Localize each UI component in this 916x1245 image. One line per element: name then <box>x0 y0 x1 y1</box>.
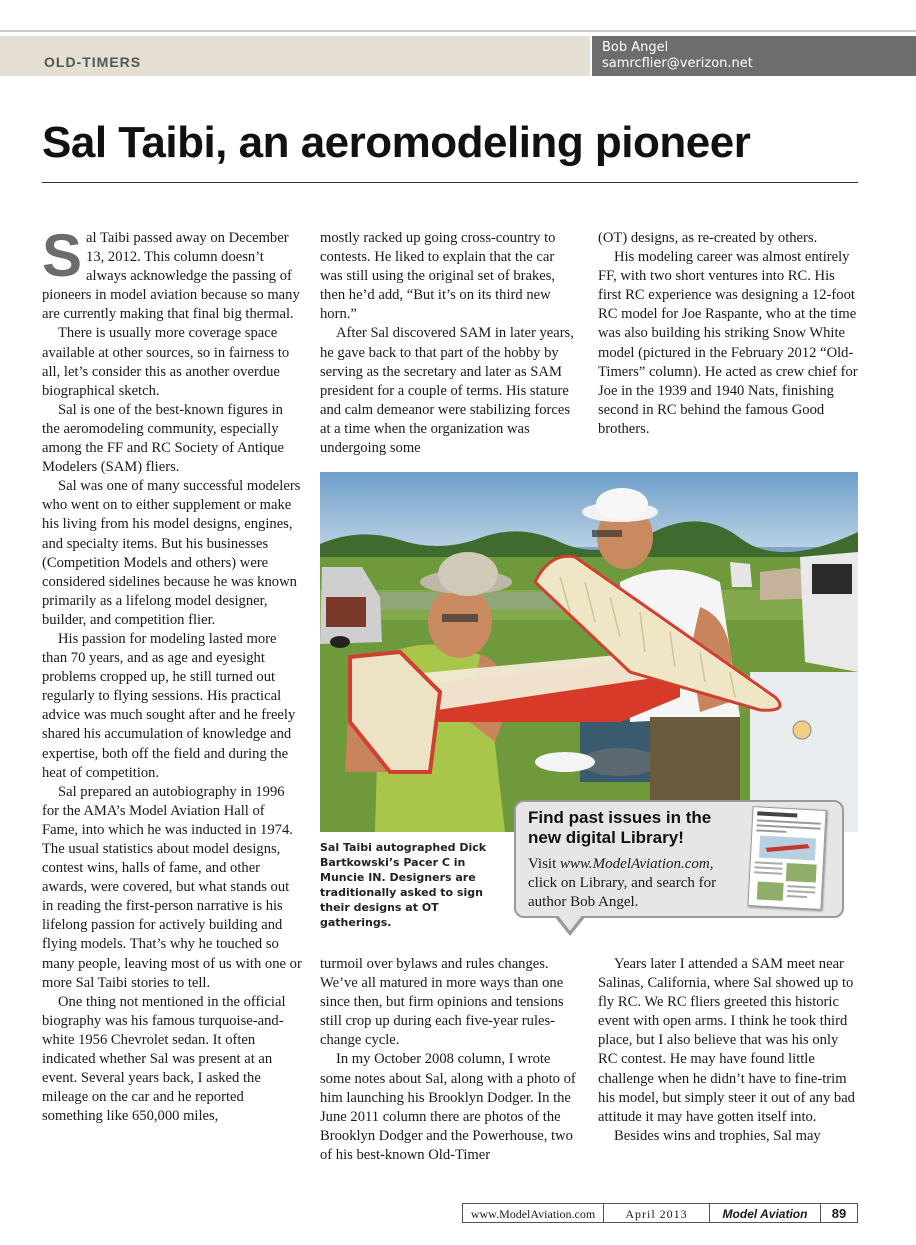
footer-issue: April 2013 <box>603 1203 710 1223</box>
column-3-top <box>598 229 858 439</box>
paragraph: There is usually more coverage space available at other sources, so in fairness to all, let’s consider this as another overdue biographical sketch. <box>42 325 290 399</box>
top-divider <box>0 30 916 32</box>
title-rule <box>42 182 858 183</box>
author-email[interactable]: samrcflier@verizon.net <box>602 56 753 71</box>
promo-title: Find past issues in the new digital Library! <box>528 808 712 847</box>
paragraph-text: al Taibi passed away on December 13, 2012. This column doesn’t always acknowledge the passing of pioneers in model aviation because so many are currently making that final big thermal. <box>42 230 300 323</box>
drop-cap: S <box>42 222 83 289</box>
column-3-bottom <box>598 955 858 1146</box>
article-photo <box>320 472 858 832</box>
column-2-bottom <box>320 955 576 1165</box>
paragraph: turmoil over bylaws and rules changes. We’ve all matured in more ways than one since then, but firm opinions and tensions still crop up during each five-year rules-change cycle. <box>320 956 564 1049</box>
column-2-top <box>320 229 576 458</box>
footer-magazine: Model Aviation <box>709 1203 821 1223</box>
paragraph: Besides wins and trophies, Sal may <box>614 1127 821 1144</box>
column-1 <box>42 222 304 1126</box>
author-name: Bob Angel <box>602 40 669 55</box>
paragraph: One thing not mentioned in the official biography was his famous turquoise-and-white 1956 Chevrolet sedan. It often indicated whether Sal was present at an event. Several years back, I asked the mileage on the car and he reported something like 650,000 miles, <box>42 993 286 1125</box>
promo-text <box>528 855 743 912</box>
paragraph: His modeling career was almost entirely FF, with two short ventures into RC. His first RC experience was designing a 12-foot RC model for Joe Raspante, who at the time was also building his striking Snow White model (pictured in the February 2012 “Old-Timers” column). He acted as crew chief for Joe in the 1939 and 1940 Nats, finishing second in RC behind the famous Good brothers. <box>598 249 858 437</box>
paragraph: Sal was one of many successful modelers who went on to either supplement or make his living from his model designs, engines, and specialty items. But his businesses (Competition Models and others) were considered sidelines because he was known primarily as a lifelong model designer, builder, and competition flier. <box>42 478 301 628</box>
paragraph: Sal prepared an autobiography in 1996 for the AMA’s Model Aviation Hall of Fame, into which he was inducted in 1974. The usual statistics about model designs, contest wins, halls of fame, and other awards, were covered, but what stands out in reading the first-person narrative is his lifelong passion for actively building and flying models. That’s why he touched so many people, leaving most of us with one or more Sal Taibi stories to tell. <box>42 783 302 991</box>
paragraph: His passion for modeling lasted more than 70 years, and as age and eyesight problems cropped up, he still turned out regularly to flying sessions. His practical advice was much sought after and he freely shared his accumulation of knowledge and expertise, both off the field and during the heat of competition. <box>42 630 296 781</box>
promo-url-link[interactable]: www.ModelAviation.com <box>560 856 710 872</box>
promo-text-after: , click on Library, and search for author Bob Angel. <box>528 856 717 910</box>
paragraph: Sal is one of the best-known figures in the aeromodeling community, especially among the FF and RC Society of Antique Modelers (SAM) fliers. <box>42 401 285 476</box>
article-title: Sal Taibi, an aeromodeling pioneer <box>42 118 751 167</box>
section-label: OLD-TIMERS <box>44 54 142 70</box>
author-box <box>592 36 916 76</box>
photo-illustration <box>320 472 858 832</box>
paragraph: mostly racked up going cross-country to contests. He liked to explain that the car was still using the original set of brakes, then he’d add, “But it’s on its third new horn.” <box>320 230 556 323</box>
paragraph: (OT) designs, as re-created by others. <box>598 230 818 246</box>
magazine-thumbnail <box>747 806 826 910</box>
footer-website[interactable]: www.ModelAviation.com <box>462 1203 604 1223</box>
thumbnail-graphic <box>748 807 825 909</box>
page-number: 89 <box>820 1203 858 1223</box>
promo-pointer-inner <box>557 914 583 931</box>
paragraph: Years later I attended a SAM meet near Salinas, California, where Sal showed up to fly RC. We RC fliers greeted this historic event with open arms. I think he took third place, but I also believe that was his only RC contest. He may have found little challenge when he didn’t have to fine-trim his model, but simply steer it out of any bad attitude it may have gotten itself into. <box>598 956 855 1125</box>
paragraph: After Sal discovered SAM in later years, he gave back to that part of the hobby by serving as the secretary and later as SAM president for a couple of terms. His stature and calm demeanor were stabilizing forces at a time when the organization was undergoing some <box>320 325 574 457</box>
photo-caption: Sal Taibi autographed Dick Bartkowski’s Pacer C in Muncie IN. Designers are traditionally asked to sign their designs at OT gatherings. <box>320 841 487 929</box>
paragraph: In my October 2008 column, I wrote some notes about Sal, along with a photo of him launching his Brooklyn Dodger. In the June 2011 column there are photos of the Brooklyn Dodger and the Powerhouse, two of his best-known Old-Timer <box>320 1051 576 1163</box>
paragraph <box>42 222 304 324</box>
promo-text-before: Visit <box>528 856 561 872</box>
